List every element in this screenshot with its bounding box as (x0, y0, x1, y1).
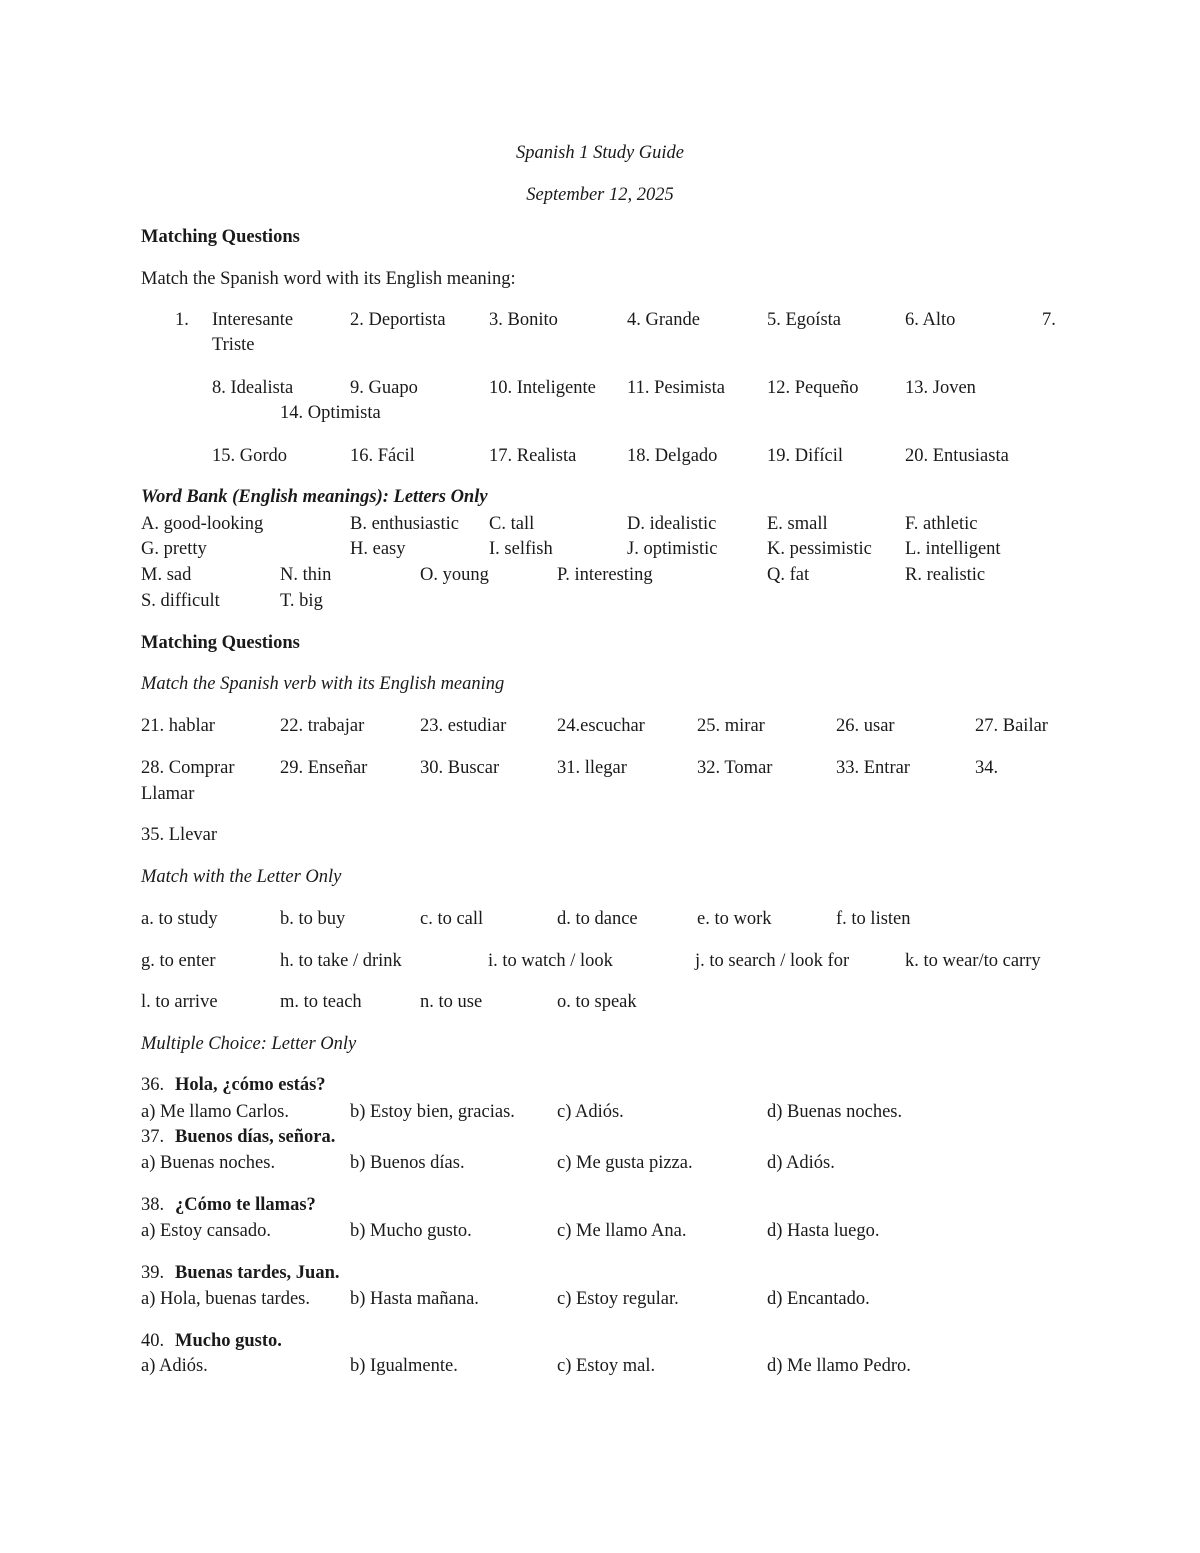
verb-item: 32. Tomar (697, 758, 773, 778)
verb-item: 21. hablar (141, 716, 215, 736)
question-number: 40. (141, 1331, 165, 1351)
word-bank-item: A. good-looking (141, 514, 264, 534)
answer-option: a) Me llamo Carlos. (141, 1102, 289, 1122)
adjective-item: 14. Optimista (280, 403, 381, 423)
verb-meaning: b. to buy (280, 909, 346, 929)
word-bank-item: R. realistic (905, 565, 986, 585)
question-number: 37. (141, 1127, 165, 1147)
word-bank-item: Q. fat (767, 565, 810, 585)
section2-heading: Matching Questions (141, 633, 300, 653)
verb-item: 25. mirar (697, 716, 765, 736)
adjective-item: 9. Guapo (350, 378, 418, 398)
adjective-item: 16. Fácil (350, 446, 415, 466)
answer-option: c) Me gusta pizza. (557, 1153, 693, 1173)
question-text: Hola, ¿cómo estás? (175, 1075, 326, 1095)
verb-item: 26. usar (836, 716, 895, 736)
word-bank-item: E. small (767, 514, 828, 534)
word-bank-item: I. selfish (489, 539, 553, 559)
verb-item: 33. Entrar (836, 758, 910, 778)
answer-option: b) Igualmente. (350, 1356, 458, 1376)
verb-meaning: i. to watch / look (488, 951, 613, 971)
answer-option: a) Buenas noches. (141, 1153, 276, 1173)
word-bank-item: O. young (420, 565, 489, 585)
answer-option: b) Buenos días. (350, 1153, 465, 1173)
adjective-item: 3. Bonito (489, 310, 558, 330)
verb-meaning: j. to search / look for (695, 951, 850, 971)
adjective-item: 11. Pesimista (627, 378, 725, 398)
adjective-item: 7. (1042, 310, 1056, 330)
verb-meaning: c. to call (420, 909, 484, 929)
verb-item: 28. Comprar (141, 758, 235, 778)
section1-heading: Matching Questions (141, 227, 300, 247)
adjective-item: 15. Gordo (212, 446, 288, 466)
verb-item: 35. Llevar (141, 825, 218, 845)
verb-meaning: a. to study (141, 909, 218, 929)
adjective-item: 4. Grande (627, 310, 700, 330)
word-bank-item: H. easy (350, 539, 406, 559)
answer-option: d) Encantado. (767, 1289, 870, 1309)
word-bank-item: J. optimistic (627, 539, 718, 559)
word-bank-item: K. pessimistic (767, 539, 872, 559)
answer-option: a) Estoy cansado. (141, 1221, 271, 1241)
word-bank-item: M. sad (141, 565, 192, 585)
adjective-item: 5. Egoísta (767, 310, 841, 330)
verb-meaning: k. to wear/to carry (905, 951, 1041, 971)
word-bank-item: C. tall (489, 514, 535, 534)
adjective-item: 8. Idealista (212, 378, 294, 398)
verb-meaning: g. to enter (141, 951, 216, 971)
word-bank-item: D. idealistic (627, 514, 717, 534)
verb-item: 31. llegar (557, 758, 627, 778)
verb-meaning: l. to arrive (141, 992, 218, 1012)
verb-meaning: o. to speak (557, 992, 637, 1012)
adjective-item: 6. Alto (905, 310, 956, 330)
verb-item: 24.escuchar (557, 716, 645, 736)
question-text: ¿Cómo te llamas? (175, 1195, 316, 1215)
verb-meaning: n. to use (420, 992, 483, 1012)
word-bank-heading: Word Bank (English meanings): Letters Only (141, 487, 488, 507)
answer-option: d) Buenas noches. (767, 1102, 903, 1122)
question-text: Mucho gusto. (175, 1331, 282, 1351)
adjective-item: 17. Realista (489, 446, 577, 466)
verb-meaning: f. to listen (836, 909, 911, 929)
question-number: 36. (141, 1075, 165, 1095)
question-number: 38. (141, 1195, 165, 1215)
adjective-item: 12. Pequeño (767, 378, 859, 398)
verb-meaning: e. to work (697, 909, 772, 929)
verb-item: 29. Enseñar (280, 758, 368, 778)
word-bank-item: B. enthusiastic (350, 514, 459, 534)
section2-instruction: Match the Spanish verb with its English meaning (141, 674, 505, 694)
answer-option: a) Hola, buenas tardes. (141, 1289, 311, 1309)
verb-item: 27. Bailar (975, 716, 1048, 736)
question-number: 39. (141, 1263, 165, 1283)
adjective-item: 13. Joven (905, 378, 976, 398)
answer-option: b) Estoy bien, gracias. (350, 1102, 515, 1122)
letter-instruction: Match with the Letter Only (141, 867, 342, 887)
verb-item: 22. trabajar (280, 716, 365, 736)
adjective-item: 18. Delgado (627, 446, 718, 466)
adjective-item: 20. Entusiasta (905, 446, 1009, 466)
word-bank-item: F. athletic (905, 514, 978, 534)
word-bank-item: L. intelligent (905, 539, 1001, 559)
verb-meaning: d. to dance (557, 909, 638, 929)
answer-option: d) Me llamo Pedro. (767, 1356, 911, 1376)
answer-option: d) Adiós. (767, 1153, 835, 1173)
document-date: September 12, 2025 (526, 185, 674, 205)
word-bank-item: T. big (280, 591, 323, 611)
word-bank-item: N. thin (280, 565, 332, 585)
answer-option: c) Estoy mal. (557, 1356, 656, 1376)
adjective-item: 1. (175, 310, 189, 330)
word-bank-item: S. difficult (141, 591, 220, 611)
answer-option: b) Mucho gusto. (350, 1221, 472, 1241)
word-bank-item: G. pretty (141, 539, 207, 559)
verb-meaning: m. to teach (280, 992, 362, 1012)
answer-option: c) Me llamo Ana. (557, 1221, 687, 1241)
section3-heading: Multiple Choice: Letter Only (141, 1034, 357, 1054)
verb-item: 23. estudiar (420, 716, 507, 736)
answer-option: c) Estoy regular. (557, 1289, 679, 1309)
verb-item: Llamar (141, 784, 195, 804)
verb-item: 34. (975, 758, 999, 778)
answer-option: c) Adiós. (557, 1102, 624, 1122)
question-text: Buenos días, señora. (175, 1127, 336, 1147)
answer-option: d) Hasta luego. (767, 1221, 880, 1241)
answer-option: a) Adiós. (141, 1356, 208, 1376)
word-bank-item: P. interesting (557, 565, 653, 585)
adjective-item: 2. Deportista (350, 310, 446, 330)
adjective-item: Triste (212, 335, 255, 355)
adjective-item: 10. Inteligente (489, 378, 596, 398)
adjective-item: Interesante (212, 310, 294, 330)
document-title: Spanish 1 Study Guide (515, 143, 685, 163)
section1-instruction: Match the Spanish word with its English meaning: (141, 269, 516, 289)
adjective-item: 19. Difícil (767, 446, 844, 466)
question-text: Buenas tardes, Juan. (175, 1263, 340, 1283)
verb-meaning: h. to take / drink (280, 951, 402, 971)
answer-option: b) Hasta mañana. (350, 1289, 479, 1309)
verb-item: 30. Buscar (420, 758, 500, 778)
